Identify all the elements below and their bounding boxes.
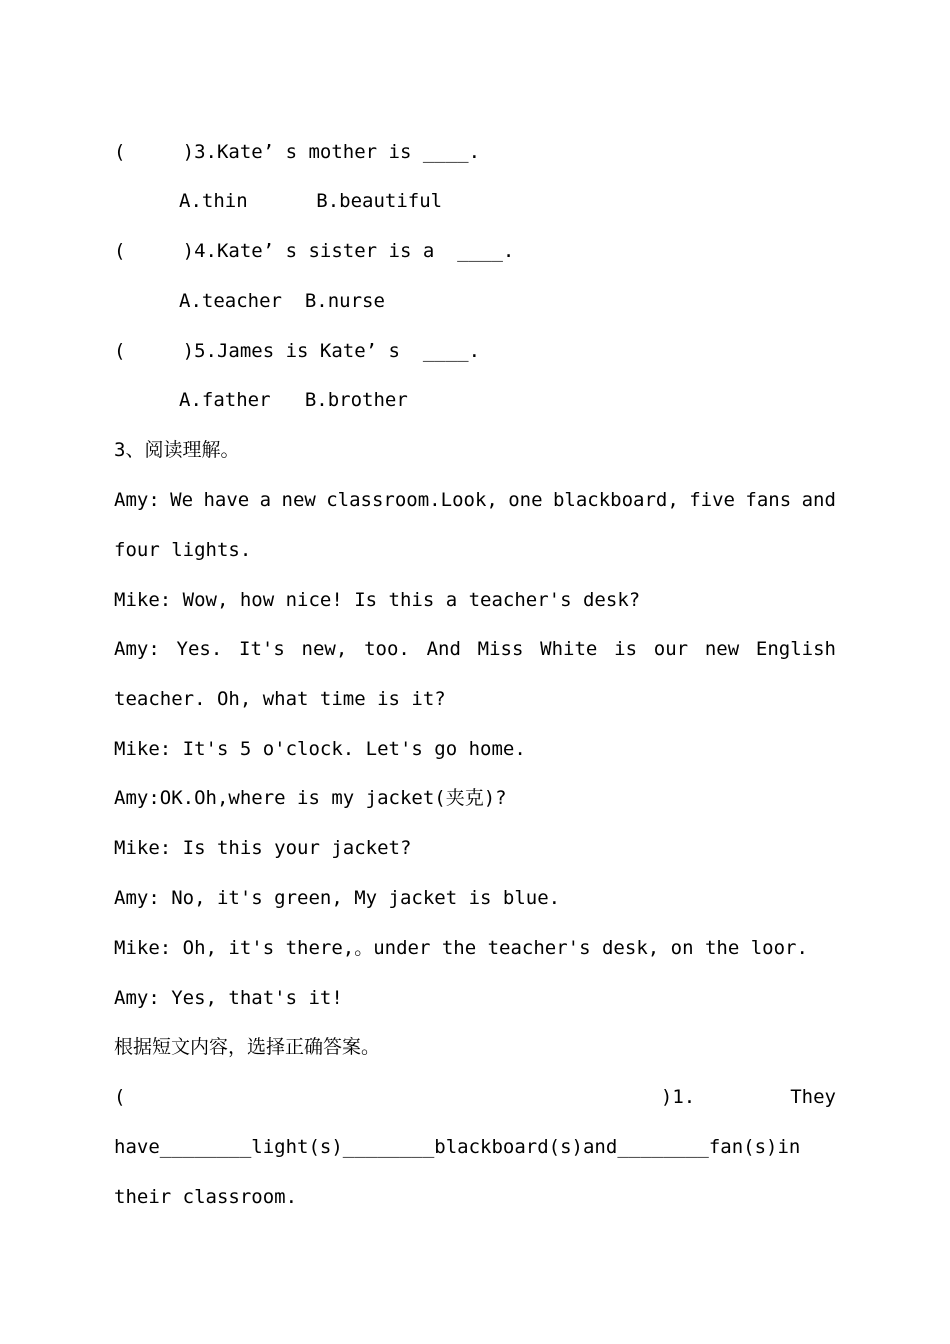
word: a	[259, 489, 272, 511]
question-5-options: A.father B.brother	[179, 389, 408, 411]
word: It's	[239, 638, 285, 660]
dialogue-line-3-cont: teacher. Oh, what time is it?	[114, 688, 446, 710]
question-1-end: their classroom.	[114, 1186, 298, 1208]
question-3-stem: ( )3.Kate’ s mother is ____.	[114, 141, 481, 163]
word: our	[653, 638, 689, 660]
word: Yes.	[176, 638, 223, 660]
dialogue-line-3	[114, 637, 836, 661]
word: Miss	[477, 638, 524, 660]
word: five	[689, 489, 735, 511]
question-4-options: A.teacher B.nurse	[179, 290, 385, 312]
word: Amy:	[114, 489, 160, 511]
word: And	[426, 638, 461, 660]
dialogue-line-6: Mike: Is this your jacket?	[114, 837, 412, 859]
word: too.	[364, 638, 410, 660]
question-number: )1.	[660, 1086, 696, 1108]
word: White	[540, 638, 598, 660]
question-5-stem: ( )5.James is Kate’ s ____.	[114, 340, 481, 362]
dialogue-line-2: Mike: Wow, how nice! Is this a teacher's desk?	[114, 589, 641, 611]
word: blackboard,	[552, 489, 679, 511]
dialogue-line-4: Mike: It's 5 o'clock. Let's go home.	[114, 738, 526, 760]
word: new	[281, 489, 316, 511]
question-4-stem: ( )4.Kate’ s sister is a ____.	[114, 240, 515, 262]
dialogue-line-1	[114, 488, 836, 512]
dialogue-line-1-cont: four lights.	[114, 539, 252, 561]
section-heading: 3、阅读理解。	[114, 439, 240, 461]
word: and	[801, 489, 836, 511]
instruction: 根据短文内容，选择正确答案。	[114, 1036, 381, 1058]
dialogue-line-7: Amy: No, it's green, My jacket is blue.	[114, 887, 561, 909]
word: have	[203, 489, 250, 511]
word: Amy:	[114, 638, 160, 660]
word: classroom.Look,	[326, 489, 498, 511]
word: We	[170, 489, 194, 511]
dialogue-line-5: Amy:OK.Oh,where is my jacket(夹克)?	[114, 787, 507, 809]
word: one	[508, 489, 543, 511]
question-1-line	[114, 1085, 836, 1109]
word: new,	[301, 638, 348, 660]
dialogue-line-8: Mike: Oh, it's there,。under the teacher's desk, on the loor.	[114, 937, 808, 959]
word: They	[790, 1086, 836, 1108]
dialogue-line-9: Amy: Yes, that's it!	[114, 987, 343, 1009]
question-1-blanks: have________light(s)________blackboard(s)and________fan(s)in	[114, 1136, 801, 1158]
question-3-options: A.thin B.beautiful	[179, 190, 443, 212]
word: English	[755, 638, 836, 660]
word: is	[614, 638, 638, 660]
answer-paren-open: (	[114, 1086, 126, 1108]
word: new	[704, 638, 740, 660]
word: fans	[745, 489, 792, 511]
